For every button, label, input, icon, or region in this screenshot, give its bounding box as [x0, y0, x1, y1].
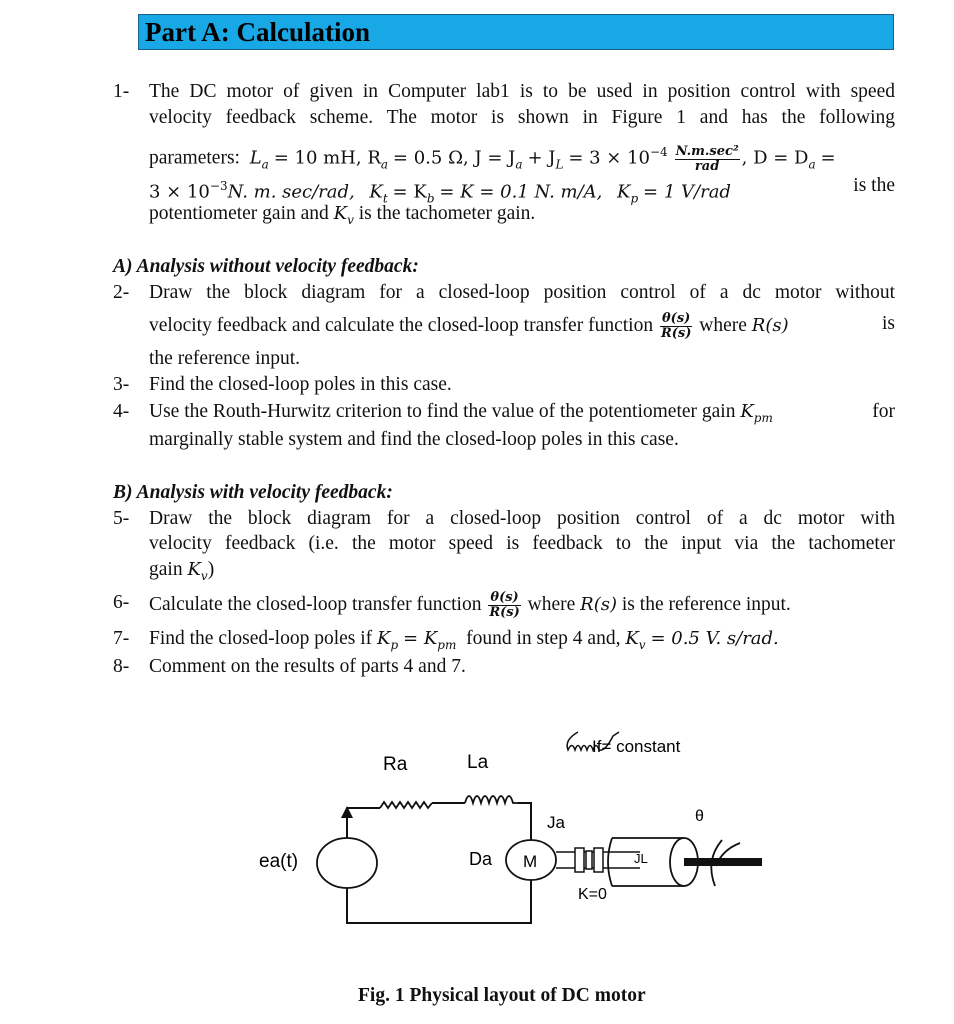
q4-k: K — [740, 401, 754, 422]
source-label: ea(t) — [259, 851, 299, 872]
is-the: is the — [853, 175, 895, 196]
exp-neg3: −3 — [209, 179, 228, 193]
q7-val: = 0.5 V. s/rad. — [650, 628, 779, 649]
q4-line1 — [149, 400, 895, 430]
q2-is: is — [881, 313, 895, 334]
k-label: K=0 — [578, 886, 607, 903]
jl-label: JL — [634, 851, 648, 866]
q2-text: velocity feedback and calculate the closed-loop transfer function — [149, 314, 654, 336]
d-eq: , D = D — [741, 147, 809, 169]
q6-rs: R(s) — [580, 593, 618, 615]
q2-line2 — [149, 312, 895, 341]
j-value: = 3 × 10 — [568, 147, 650, 169]
frac-den-b: R(s) — [489, 605, 520, 620]
kp-symbol: K — [617, 181, 631, 203]
da-label: Da — [469, 849, 493, 869]
figure-caption: Fig. 1 Physical layout of DC motor — [358, 985, 646, 1006]
item-number-1: 1- — [113, 81, 130, 102]
item-number-2: 2- — [113, 282, 130, 303]
ja-label: Ja — [547, 813, 565, 832]
d-tail: = — [820, 147, 836, 169]
j-plus: + J — [527, 147, 556, 169]
ra-label: Ra — [383, 754, 408, 775]
q4-text: Use the Routh-Hurwitz criterion to find the value of the potentiometer gain — [149, 401, 736, 422]
transfer-fraction-b — [488, 591, 520, 620]
inductor-la — [465, 796, 518, 803]
coupling-right — [594, 848, 603, 872]
section-title: Part A: Calculation — [145, 16, 370, 47]
line4-a: 3 × 10 — [149, 181, 210, 203]
unit-den: rad — [694, 158, 720, 174]
kp-value: = 1 V/rad — [643, 181, 731, 203]
field-label: If= constant — [592, 737, 681, 756]
output-shaft — [684, 858, 762, 866]
q2-rs: R(s) — [751, 314, 789, 336]
transfer-fraction-a — [660, 312, 692, 341]
item-number-3: 3- — [113, 374, 130, 395]
theta-label: θ — [695, 808, 704, 825]
kv-symbol: K — [333, 203, 348, 224]
q6-line — [149, 591, 791, 620]
q3-text: Find the closed-loop poles in this case. — [149, 374, 452, 395]
q7-kp: K — [377, 628, 391, 649]
q7-found: found in step 4 and, — [466, 628, 621, 649]
q8-text: Comment on the results of parts 4 and 7. — [149, 656, 466, 677]
line4-b: N. m. sec/rad, — [227, 181, 355, 203]
unit-fraction — [675, 145, 740, 174]
q5-line2: velocity feedback (i.e. the motor speed is feedback to the input via the tachometer — [149, 533, 895, 554]
q2-where: where — [699, 314, 747, 336]
q7-text: Find the closed-loop poles if — [149, 628, 373, 649]
q6-tail: is the reference input. — [621, 593, 791, 615]
item-number-4: 4- — [113, 401, 130, 422]
kt-symbol: K — [369, 181, 383, 203]
motor-label: M — [523, 852, 538, 871]
p1-line1: The DC motor of given in Computer lab1 is to be used in position control with speed — [149, 81, 895, 102]
exp-neg4: −4 — [650, 145, 668, 159]
q7-kv: K — [625, 628, 639, 649]
line5-b: is the tachometer gain. — [358, 203, 536, 224]
section-header — [138, 14, 894, 50]
q7-eq: = K — [403, 628, 438, 649]
la-symbol: L — [249, 147, 262, 169]
frac-den-a: R(s) — [660, 326, 692, 341]
unit-num: N.m.sec² — [675, 143, 739, 159]
params-label: parameters: — [149, 147, 240, 169]
section-a-title: A) Analysis without velocity feedback: — [113, 256, 419, 277]
q5-gain: gain — [149, 559, 183, 580]
motor-diagram — [0, 700, 954, 980]
coupling-left — [575, 848, 584, 872]
p1-line4: $3 \times 10^{-3}N$. m. sec/rad, $K_t = K_b = K = 0.1$ N. m/A, $K_p = 1$ V/rad is the — [149, 175, 895, 206]
line5-a: potentiometer gain and — [149, 203, 329, 224]
coupling-mid — [586, 851, 592, 869]
kt-value: = K — [392, 181, 427, 203]
q5-close: ) — [207, 559, 215, 580]
section-b-title: B) Analysis with velocity feedback: — [113, 482, 393, 503]
q2-line3: the reference input. — [149, 348, 301, 369]
p1-line2: velocity feedback scheme. The motor is shown in Figure 1 and has the following — [149, 107, 895, 128]
q4-pm: pm — [753, 410, 773, 425]
q6-text: Calculate the closed-loop transfer function — [149, 593, 482, 615]
voltage-source — [317, 838, 377, 888]
p1-params-line: parameters: $L_a = 10$ mH, $R_a = 0.5$ Ω, $J = J_a + J_L = 3 \times 10^{-4}$ $\frac{\text{N.m.sec²}}{\text{rad}}$ , $D = D_a$ = — [149, 143, 836, 174]
ra-value: = 0.5 Ω, J = J — [392, 147, 516, 169]
q2-line1: Draw the block diagram for a closed-loop position control of a dc motor without — [149, 282, 895, 303]
p1-line5: potentiometer gain and $K_v$ is the tachometer gain. — [149, 203, 536, 227]
q7-line: Find the closed-loop poles if $K_p = K_{pm}$ found in step 4 and, $K_v = 0.5$ V. s/rad. — [149, 628, 779, 652]
q5-line1: Draw the block diagram for a closed-loop position control of a dc motor with — [149, 508, 895, 529]
q4-for: for — [872, 401, 895, 422]
la-label: La — [467, 752, 489, 773]
q5-line3: gain $K_v$) — [149, 559, 215, 583]
resistor-ra — [380, 802, 432, 808]
frac-num-a: θ(s) — [660, 312, 692, 327]
frac-num-b: θ(s) — [488, 591, 520, 606]
item-number-5: 5- — [113, 508, 130, 529]
item-number-6: 6- — [113, 592, 130, 613]
item-number-8: 8- — [113, 656, 130, 677]
la-value: = 10 mH, R — [273, 147, 381, 169]
item-number-7: 7- — [113, 628, 130, 649]
kb-value: = K = 0.1 N. m/A, — [439, 181, 603, 203]
q4-line2: marginally stable system and find the closed-loop poles in this case. — [149, 429, 679, 450]
q6-where: where — [527, 593, 576, 615]
